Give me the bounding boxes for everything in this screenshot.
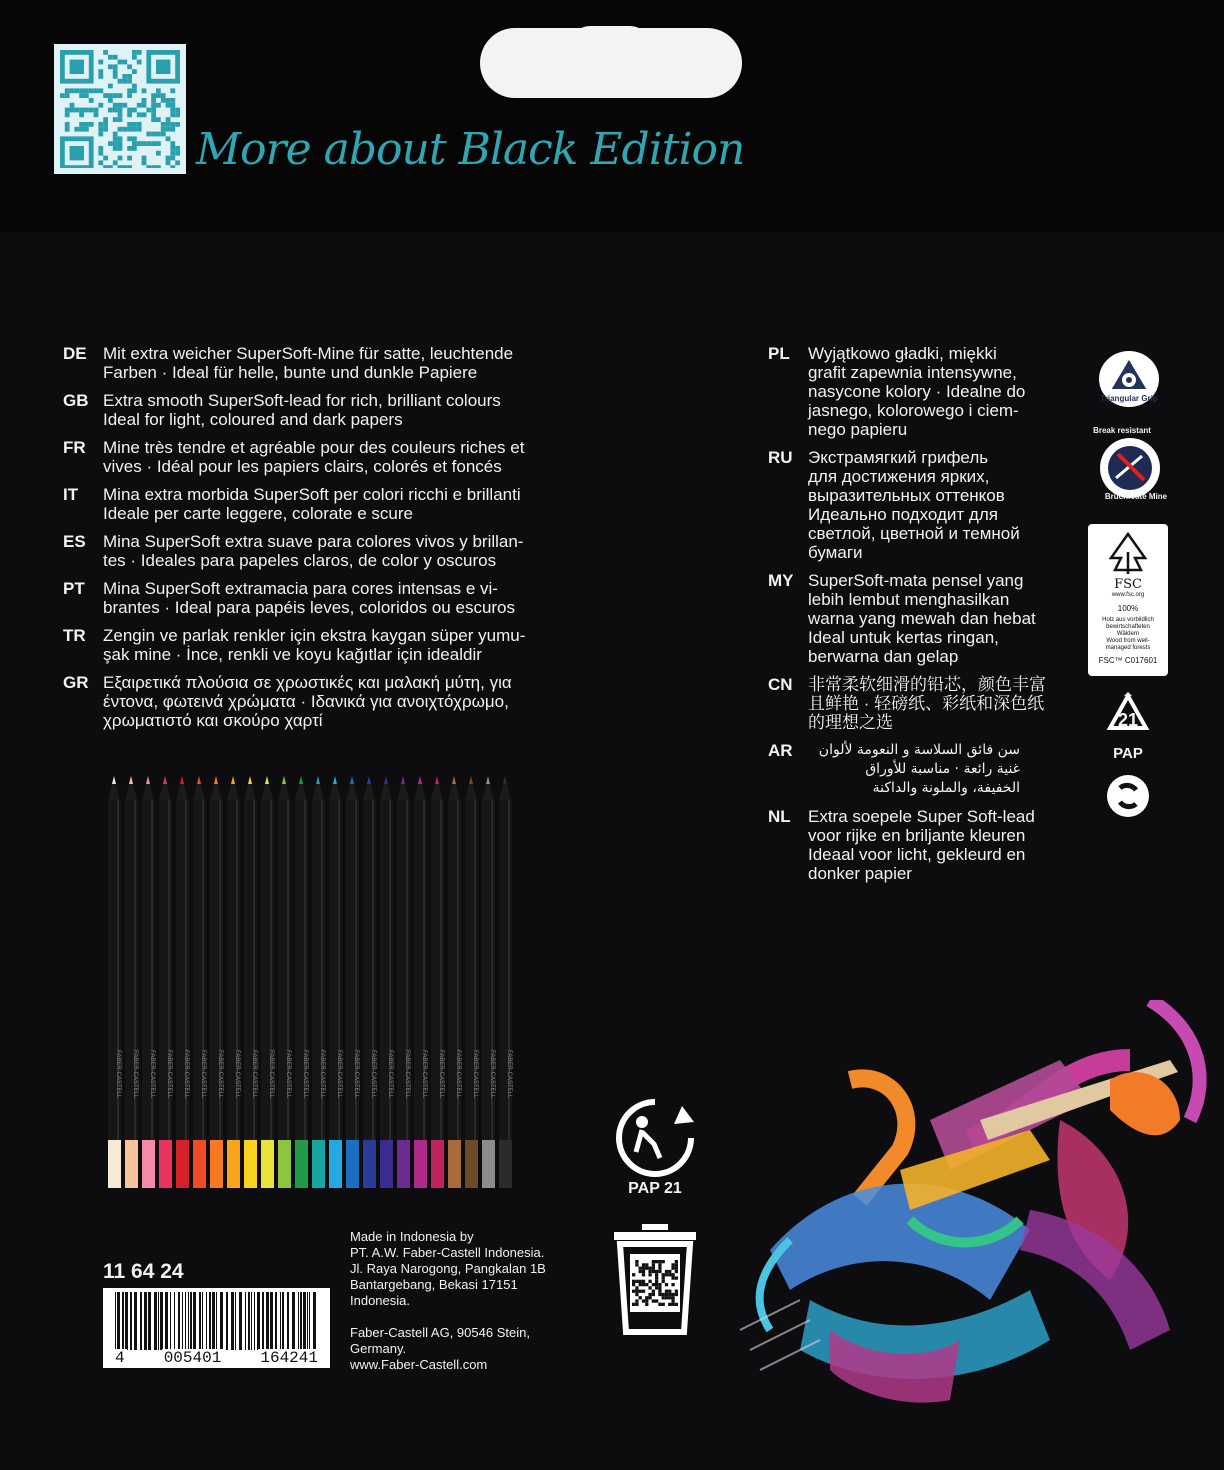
- fsc-german-text: Holz aus vorbildlich bewirtschafteten Wäldern: [1102, 617, 1154, 637]
- green-dot-icon: [1106, 774, 1150, 818]
- fsc-badge: [1088, 524, 1168, 676]
- pencil-brand-text: FABER-CASTELL: [285, 1050, 291, 1099]
- pencil-brand-text: FABER-CASTELL: [438, 1050, 444, 1099]
- recycling-bin-qr-icon: [612, 1222, 698, 1336]
- language-description: Εξαιρετικά πλούσια σε χρωστικές και μαλακή μύτη, για έντονα, φωτεινά χρώματα · Ιδανικά για ανοιχτόχρωμο, χρωματιστό και σκούρο χαρτί: [103, 673, 512, 730]
- pencil: [261, 776, 274, 1188]
- recycle-label: PAP: [1113, 745, 1143, 762]
- language-description: سن فائق السلاسة و النعومة لألوان غنية رائعة · مناسبة للأوراق الخفيفة، والملونة والداكنة: [818, 742, 1020, 796]
- fsc-tree-icon: [1103, 530, 1153, 576]
- language-code: ES: [63, 532, 86, 551]
- language-description: Mina extra morbida SuperSoft per colori ricchi e brillanti Ideale per carte leggere, colorate e scure: [103, 485, 521, 523]
- language-entry-cn: [768, 675, 1068, 732]
- pencil: [295, 776, 308, 1188]
- language-code: AR: [768, 741, 793, 760]
- language-entry-de: [63, 344, 563, 382]
- fsc-percent: 100%: [1117, 604, 1139, 613]
- language-code: GR: [63, 673, 89, 692]
- pencil: [465, 776, 478, 1188]
- language-description: Extra soepele Super Soft-lead voor rijke en briljante kleuren Ideaal voor licht, gekleurd en donker papier: [808, 807, 1035, 883]
- pencil: [142, 776, 155, 1188]
- pencil: [125, 776, 138, 1188]
- language-code: RU: [768, 448, 793, 467]
- barcode-bars: [103, 1288, 330, 1352]
- recycle-number: 21: [1117, 710, 1139, 730]
- language-code: TR: [63, 626, 86, 645]
- colorful-artwork-image: [730, 1000, 1224, 1420]
- language-entry-es: [63, 532, 563, 570]
- pencil-brand-text: FABER-CASTELL: [132, 1050, 138, 1099]
- language-entry-ar: [768, 741, 1068, 798]
- article-number: 11 64 24: [103, 1260, 184, 1283]
- language-description: Mine très tendre et agréable pour des couleurs riches et vives · Idéal pour les papiers clairs, colorés et foncés: [103, 438, 525, 476]
- pencil-brand-text: FABER-CASTELL: [183, 1050, 189, 1099]
- pencil: [193, 776, 206, 1188]
- pencil-brand-text: FABER-CASTELL: [421, 1050, 427, 1099]
- pencil-brand-text: FABER-CASTELL: [387, 1050, 393, 1099]
- pencil-brand-text: FABER-CASTELL: [370, 1050, 376, 1099]
- language-code: PL: [768, 344, 790, 363]
- language-entry-gb: [63, 391, 563, 429]
- language-description: Mit extra weicher SuperSoft-Mine für satte, leuchtende Farben · Ideal für helle, bunte und dunkle Papiere: [103, 344, 514, 382]
- pencil: [363, 776, 376, 1188]
- pencil-brand-text: FABER-CASTELL: [268, 1050, 274, 1099]
- pencil-brand-text: FABER-CASTELL: [506, 1050, 512, 1099]
- language-code: CN: [768, 675, 793, 694]
- pencil: [108, 776, 121, 1188]
- pap21-label: PAP 21: [628, 1180, 682, 1197]
- pencil-brand-text: FABER-CASTELL: [200, 1050, 206, 1099]
- hang-tab: [480, 28, 742, 98]
- triangular-grip-label: Triangular Grip: [1100, 394, 1158, 403]
- language-description: Wyjątkowo gładki, miękki grafit zapewnia intensywne, nasycone kolory · Idealne do jasnego, kolorowego i ciem- nego papieru: [808, 344, 1026, 439]
- pencil: [380, 776, 393, 1188]
- pencil: [397, 776, 410, 1188]
- pencil-brand-text: FABER-CASTELL: [149, 1050, 155, 1099]
- pencil-brand-text: FABER-CASTELL: [115, 1050, 121, 1099]
- language-list-left: [63, 344, 563, 739]
- language-description: 非常柔软细滑的铅芯，颜色丰富 且鲜艳 · 轻磅纸、彩纸和深色纸 的理想之选: [808, 675, 1046, 732]
- pencil-brand-text: FABER-CASTELL: [217, 1050, 223, 1099]
- page-title[interactable]: More about Black Edition: [196, 124, 745, 175]
- language-description: Mina SuperSoft extramacia para cores intensas e vi- brantes · Ideal para papéis leves, coloridos ou escuros: [103, 579, 516, 617]
- pencil-brand-text: FABER-CASTELL: [404, 1050, 410, 1099]
- bruchfeste-mine-label: Bruchfeste Mine: [1104, 492, 1168, 501]
- language-code: MY: [768, 571, 794, 590]
- pencil-brand-text: FABER-CASTELL: [319, 1050, 325, 1099]
- language-description: Zengin ve parlak renkler için ekstra kaygan süper yumu- şak mine · İnce, renkli ve koyu kağıtlar için idealdir: [103, 626, 526, 664]
- pencil: [176, 776, 189, 1188]
- language-code: DE: [63, 344, 87, 363]
- barcode-digit-0: 4: [115, 1349, 125, 1367]
- made-in-text: Made in Indonesia by PT. A.W. Faber-Castell Indonesia. Jl. Raya Narogong, Pangkalan 1B Bantargebang, Bekasi 17151 Indonesia.: [350, 1229, 546, 1308]
- pencil: [278, 776, 291, 1188]
- pencil: [159, 776, 172, 1188]
- pencil: [244, 776, 257, 1188]
- pencil: [499, 776, 512, 1188]
- pencil-brand-text: FABER-CASTELL: [234, 1050, 240, 1099]
- pencil: [448, 776, 461, 1188]
- qr-code-icon: [60, 50, 180, 168]
- pencil-brand-text: FABER-CASTELL: [336, 1050, 342, 1099]
- language-entry-gr: [63, 673, 563, 730]
- pencil: [346, 776, 359, 1188]
- manufacturer-address: Faber-Castell AG, 90546 Stein, Germany. www.Faber-Castell.com: [350, 1325, 530, 1372]
- pencil: [414, 776, 427, 1188]
- language-code: NL: [768, 807, 791, 826]
- pencil-brand-text: FABER-CASTELL: [353, 1050, 359, 1099]
- pencil: [329, 776, 342, 1188]
- pencil-brand-text: FABER-CASTELL: [489, 1050, 495, 1099]
- language-entry-fr: [63, 438, 563, 476]
- language-description: SuperSoft-mata pensel yang lebih lembut menghasilkan warna yang mewah dan hebat Ideal untuk kertas ringan, berwarna dan gelap: [808, 571, 1036, 666]
- fsc-code: FSC™ C017601: [1098, 656, 1158, 665]
- language-entry-my: [768, 571, 1068, 666]
- language-code: GB: [63, 391, 89, 410]
- pencil: [312, 776, 325, 1188]
- pencil-brand-text: FABER-CASTELL: [251, 1050, 257, 1099]
- break-resistant-label: Break resistant: [1093, 426, 1151, 435]
- pencil-set-image: [100, 770, 520, 1190]
- pencil: [482, 776, 495, 1188]
- barcode: [103, 1288, 330, 1368]
- qr-code[interactable]: [54, 44, 186, 174]
- language-list-right: [768, 344, 1068, 892]
- pencil: [431, 776, 444, 1188]
- barcode-digit-1: 005401: [163, 1349, 222, 1367]
- language-code: IT: [63, 485, 79, 504]
- pencil-brand-text: FABER-CASTELL: [455, 1050, 461, 1099]
- fsc-url: www.fsc.org: [1111, 592, 1145, 598]
- language-entry-tr: [63, 626, 563, 664]
- language-code: FR: [63, 438, 86, 457]
- language-entry-pl: [768, 344, 1068, 439]
- triman-recycle-icon: [612, 1096, 698, 1178]
- fsc-name: FSC: [1114, 577, 1142, 592]
- barcode-digit-2: 164241: [260, 1349, 318, 1367]
- pencil-brand-text: FABER-CASTELL: [302, 1050, 308, 1099]
- pencil: [210, 776, 223, 1188]
- language-entry-nl: [768, 807, 1068, 883]
- language-description: Mina SuperSoft extra suave para colores vivos y brillan- tes · Ideales para papeles claros, de color y oscuros: [103, 532, 524, 570]
- language-entry-pt: [63, 579, 563, 617]
- language-entry-ru: [768, 448, 1068, 562]
- language-description: Extra smooth SuperSoft-lead for rich, brilliant colours Ideal for light, coloured and dark papers: [103, 391, 501, 429]
- language-description: Экстрамягкий грифель для достижения ярких, выразительных оттенков Идеально подходит для светлой, цветной и темной бумаги: [808, 448, 1020, 562]
- language-code: PT: [63, 579, 85, 598]
- pencil-brand-text: FABER-CASTELL: [472, 1050, 478, 1099]
- fsc-english-text: Wood from well- managed forests: [1105, 638, 1151, 651]
- pencil-brand-text: FABER-CASTELL: [166, 1050, 172, 1099]
- language-entry-it: [63, 485, 563, 523]
- pencil: [227, 776, 240, 1188]
